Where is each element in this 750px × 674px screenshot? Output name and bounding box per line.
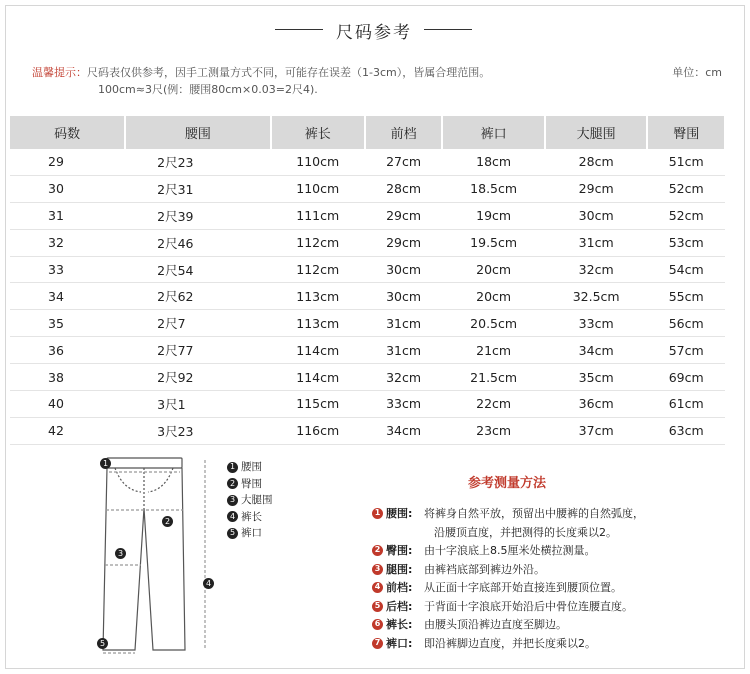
method-term	[372, 616, 424, 635]
method-item	[372, 616, 732, 635]
method-item	[372, 561, 732, 580]
method-item	[372, 542, 732, 561]
method-item	[372, 635, 732, 654]
table-cell: 30cm	[365, 283, 443, 310]
table-row	[10, 337, 725, 364]
method-description: 即沿裤脚边直度，并把长度乘以2。	[424, 636, 596, 650]
number-badge-icon: 1	[227, 462, 238, 473]
table-row	[10, 229, 725, 256]
table-row	[10, 364, 725, 391]
table-cell: 19.5cm	[442, 229, 545, 256]
table-cell: 30	[10, 175, 125, 202]
table-row	[10, 417, 725, 444]
table-cell: 112cm	[271, 256, 365, 283]
table-cell: 33cm	[365, 391, 443, 418]
column-header: 裤长	[271, 116, 365, 149]
marker-2-icon: 2	[162, 516, 173, 527]
table-cell: 52cm	[647, 202, 725, 229]
method-item	[372, 505, 732, 524]
method-term-label: 后档:	[386, 599, 413, 613]
method-term	[372, 505, 424, 524]
notice-label: 温馨提示：	[32, 66, 87, 79]
methods-list	[372, 505, 732, 653]
methods-title: 参考测量方法	[468, 476, 547, 491]
table-cell: 61cm	[647, 391, 725, 418]
table-cell: 2尺77	[125, 337, 270, 364]
table-cell: 30cm	[365, 256, 443, 283]
legend-label: 裤口	[241, 527, 262, 539]
table-cell: 23cm	[442, 417, 545, 444]
method-description: 由裤裆底部到裤边外沿。	[424, 562, 545, 576]
table-row	[10, 283, 725, 310]
table-cell: 32.5cm	[545, 283, 648, 310]
title-divider-left	[275, 29, 323, 30]
table-cell: 34	[10, 283, 125, 310]
number-badge-icon: 4	[227, 511, 238, 522]
table-cell: 114cm	[271, 364, 365, 391]
table-cell: 2尺62	[125, 283, 270, 310]
size-table	[10, 116, 726, 445]
table-cell: 111cm	[271, 202, 365, 229]
unit-label: 单位：cm	[672, 66, 722, 79]
table-cell: 20cm	[442, 256, 545, 283]
table-cell: 69cm	[647, 364, 725, 391]
table-cell: 35	[10, 310, 125, 337]
method-term-label: 裤长:	[386, 618, 413, 631]
pants-diagram	[95, 450, 225, 662]
table-cell: 116cm	[271, 417, 365, 444]
table-cell: 28cm	[365, 175, 443, 202]
table-cell: 113cm	[271, 310, 365, 337]
table-cell: 37cm	[545, 417, 648, 444]
table-cell: 53cm	[647, 229, 725, 256]
table-cell: 38	[10, 364, 125, 391]
table-cell: 34cm	[545, 337, 648, 364]
table-cell: 36	[10, 337, 125, 364]
legend-item	[227, 525, 273, 542]
table-cell: 36cm	[545, 391, 648, 418]
legend-label: 大腿围	[241, 494, 273, 506]
table-row	[10, 175, 725, 202]
table-cell: 2尺23	[125, 149, 270, 175]
column-header: 前档	[365, 116, 443, 149]
table-cell: 2尺46	[125, 229, 270, 256]
table-cell: 30cm	[545, 202, 648, 229]
number-badge-icon: 7	[372, 638, 383, 649]
table-cell: 55cm	[647, 283, 725, 310]
method-term-label: 前档:	[386, 581, 413, 594]
page-title: 尺码参考	[336, 23, 412, 43]
title-block	[0, 18, 750, 43]
table-cell: 29cm	[545, 175, 648, 202]
table-cell: 27cm	[365, 149, 443, 175]
number-badge-icon: 3	[372, 564, 383, 575]
marker-3-icon: 3	[115, 548, 126, 559]
legend-label: 腰围	[241, 461, 262, 473]
table-cell: 19cm	[442, 202, 545, 229]
table-row	[10, 256, 725, 283]
table-cell: 57cm	[647, 337, 725, 364]
table-cell: 33	[10, 256, 125, 283]
table-cell: 28cm	[545, 149, 648, 175]
legend-label: 臀围	[241, 477, 262, 490]
table-cell: 33cm	[545, 310, 648, 337]
table-cell: 112cm	[271, 229, 365, 256]
table-cell: 29cm	[365, 202, 443, 229]
table-cell: 20.5cm	[442, 310, 545, 337]
table-cell: 18.5cm	[442, 175, 545, 202]
table-row	[10, 202, 725, 229]
table-cell: 29	[10, 149, 125, 175]
number-badge-icon: 6	[372, 619, 383, 630]
table-cell: 56cm	[647, 310, 725, 337]
number-badge-icon: 5	[372, 601, 383, 612]
table-cell: 21.5cm	[442, 364, 545, 391]
column-header: 码数	[10, 116, 125, 149]
legend-item	[227, 476, 273, 493]
table-row	[10, 391, 725, 418]
method-term	[372, 598, 424, 617]
table-cell: 3尺1	[125, 391, 270, 418]
method-term	[372, 635, 424, 654]
table-cell: 2尺54	[125, 256, 270, 283]
number-badge-icon: 4	[372, 582, 383, 593]
method-description: 由十字浪底上8.5厘米处横拉测量。	[424, 544, 596, 557]
notice-line2: 100cm≈3尺(例：腰围80cm×0.03=2尺4).	[98, 83, 318, 96]
table-cell: 2尺31	[125, 175, 270, 202]
table-cell: 115cm	[271, 391, 365, 418]
method-description: 从正面十字底部开始直接连到腰顶位置。	[424, 581, 622, 594]
table-cell: 42	[10, 417, 125, 444]
method-term-label: 腿围:	[386, 562, 413, 576]
method-term-label: 裤口:	[386, 636, 413, 650]
notice-line1: 尺码表仅供参考，因手工测量方式不同，可能存在误差（1-3cm），皆属合理范围。	[87, 66, 491, 79]
table-cell: 31cm	[365, 310, 443, 337]
table-cell: 22cm	[442, 391, 545, 418]
table-cell: 31cm	[545, 229, 648, 256]
table-cell: 3尺23	[125, 417, 270, 444]
table-cell: 35cm	[545, 364, 648, 391]
table-cell: 2尺7	[125, 310, 270, 337]
number-badge-icon: 2	[372, 545, 383, 556]
method-item	[372, 598, 732, 617]
table-row	[10, 149, 725, 175]
number-badge-icon: 1	[372, 508, 383, 519]
legend-item	[227, 509, 273, 526]
table-cell: 2尺39	[125, 202, 270, 229]
marker-4-icon: 4	[203, 578, 214, 589]
method-term	[372, 579, 424, 598]
table-cell: 20cm	[442, 283, 545, 310]
method-description: 由腰头顶沿裤边直度至脚边。	[424, 618, 567, 631]
method-term	[372, 561, 424, 580]
title-divider-right	[424, 29, 472, 30]
method-term-label: 腰围:	[386, 507, 413, 520]
method-description: 将裤身自然平放，预留出中腰裤的自然弧度，	[424, 507, 644, 520]
number-badge-icon: 2	[227, 478, 238, 489]
table-cell: 113cm	[271, 283, 365, 310]
table-cell: 54cm	[647, 256, 725, 283]
table-cell: 52cm	[647, 175, 725, 202]
table-cell: 110cm	[271, 175, 365, 202]
table-cell: 32	[10, 229, 125, 256]
diagram-legend	[227, 459, 273, 542]
legend-item	[227, 459, 273, 476]
column-header: 臀围	[647, 116, 725, 149]
marker-1-icon: 1	[100, 458, 111, 469]
table-cell: 21cm	[442, 337, 545, 364]
legend-item	[227, 492, 273, 509]
method-description-cont: 沿腰顶直度，并把测得的长度乘以2。	[434, 525, 617, 539]
table-cell: 2尺92	[125, 364, 270, 391]
table-cell: 114cm	[271, 337, 365, 364]
table-cell: 18cm	[442, 149, 545, 175]
table-cell: 31cm	[365, 337, 443, 364]
table-cell: 40	[10, 391, 125, 418]
table-cell: 32cm	[545, 256, 648, 283]
table-cell: 32cm	[365, 364, 443, 391]
method-item	[372, 579, 732, 598]
column-header: 腰围	[125, 116, 270, 149]
marker-5-icon: 5	[97, 638, 108, 649]
table-row	[10, 310, 725, 337]
method-description: 于背面十字浪底开始沿后中骨位连腰直度。	[424, 599, 633, 613]
table-cell: 34cm	[365, 417, 443, 444]
table-cell: 31	[10, 202, 125, 229]
table-cell: 51cm	[647, 149, 725, 175]
notice	[32, 64, 490, 98]
legend-label: 裤长	[241, 510, 262, 523]
table-cell: 29cm	[365, 229, 443, 256]
number-badge-icon: 5	[227, 528, 238, 539]
column-header: 大腿围	[545, 116, 648, 149]
table-body	[10, 149, 725, 444]
table-cell: 110cm	[271, 149, 365, 175]
table-header-row	[10, 116, 725, 149]
method-term-label: 臀围:	[386, 544, 413, 557]
number-badge-icon: 3	[227, 495, 238, 506]
table-cell: 63cm	[647, 417, 725, 444]
method-term	[372, 542, 424, 561]
column-header: 裤口	[442, 116, 545, 149]
